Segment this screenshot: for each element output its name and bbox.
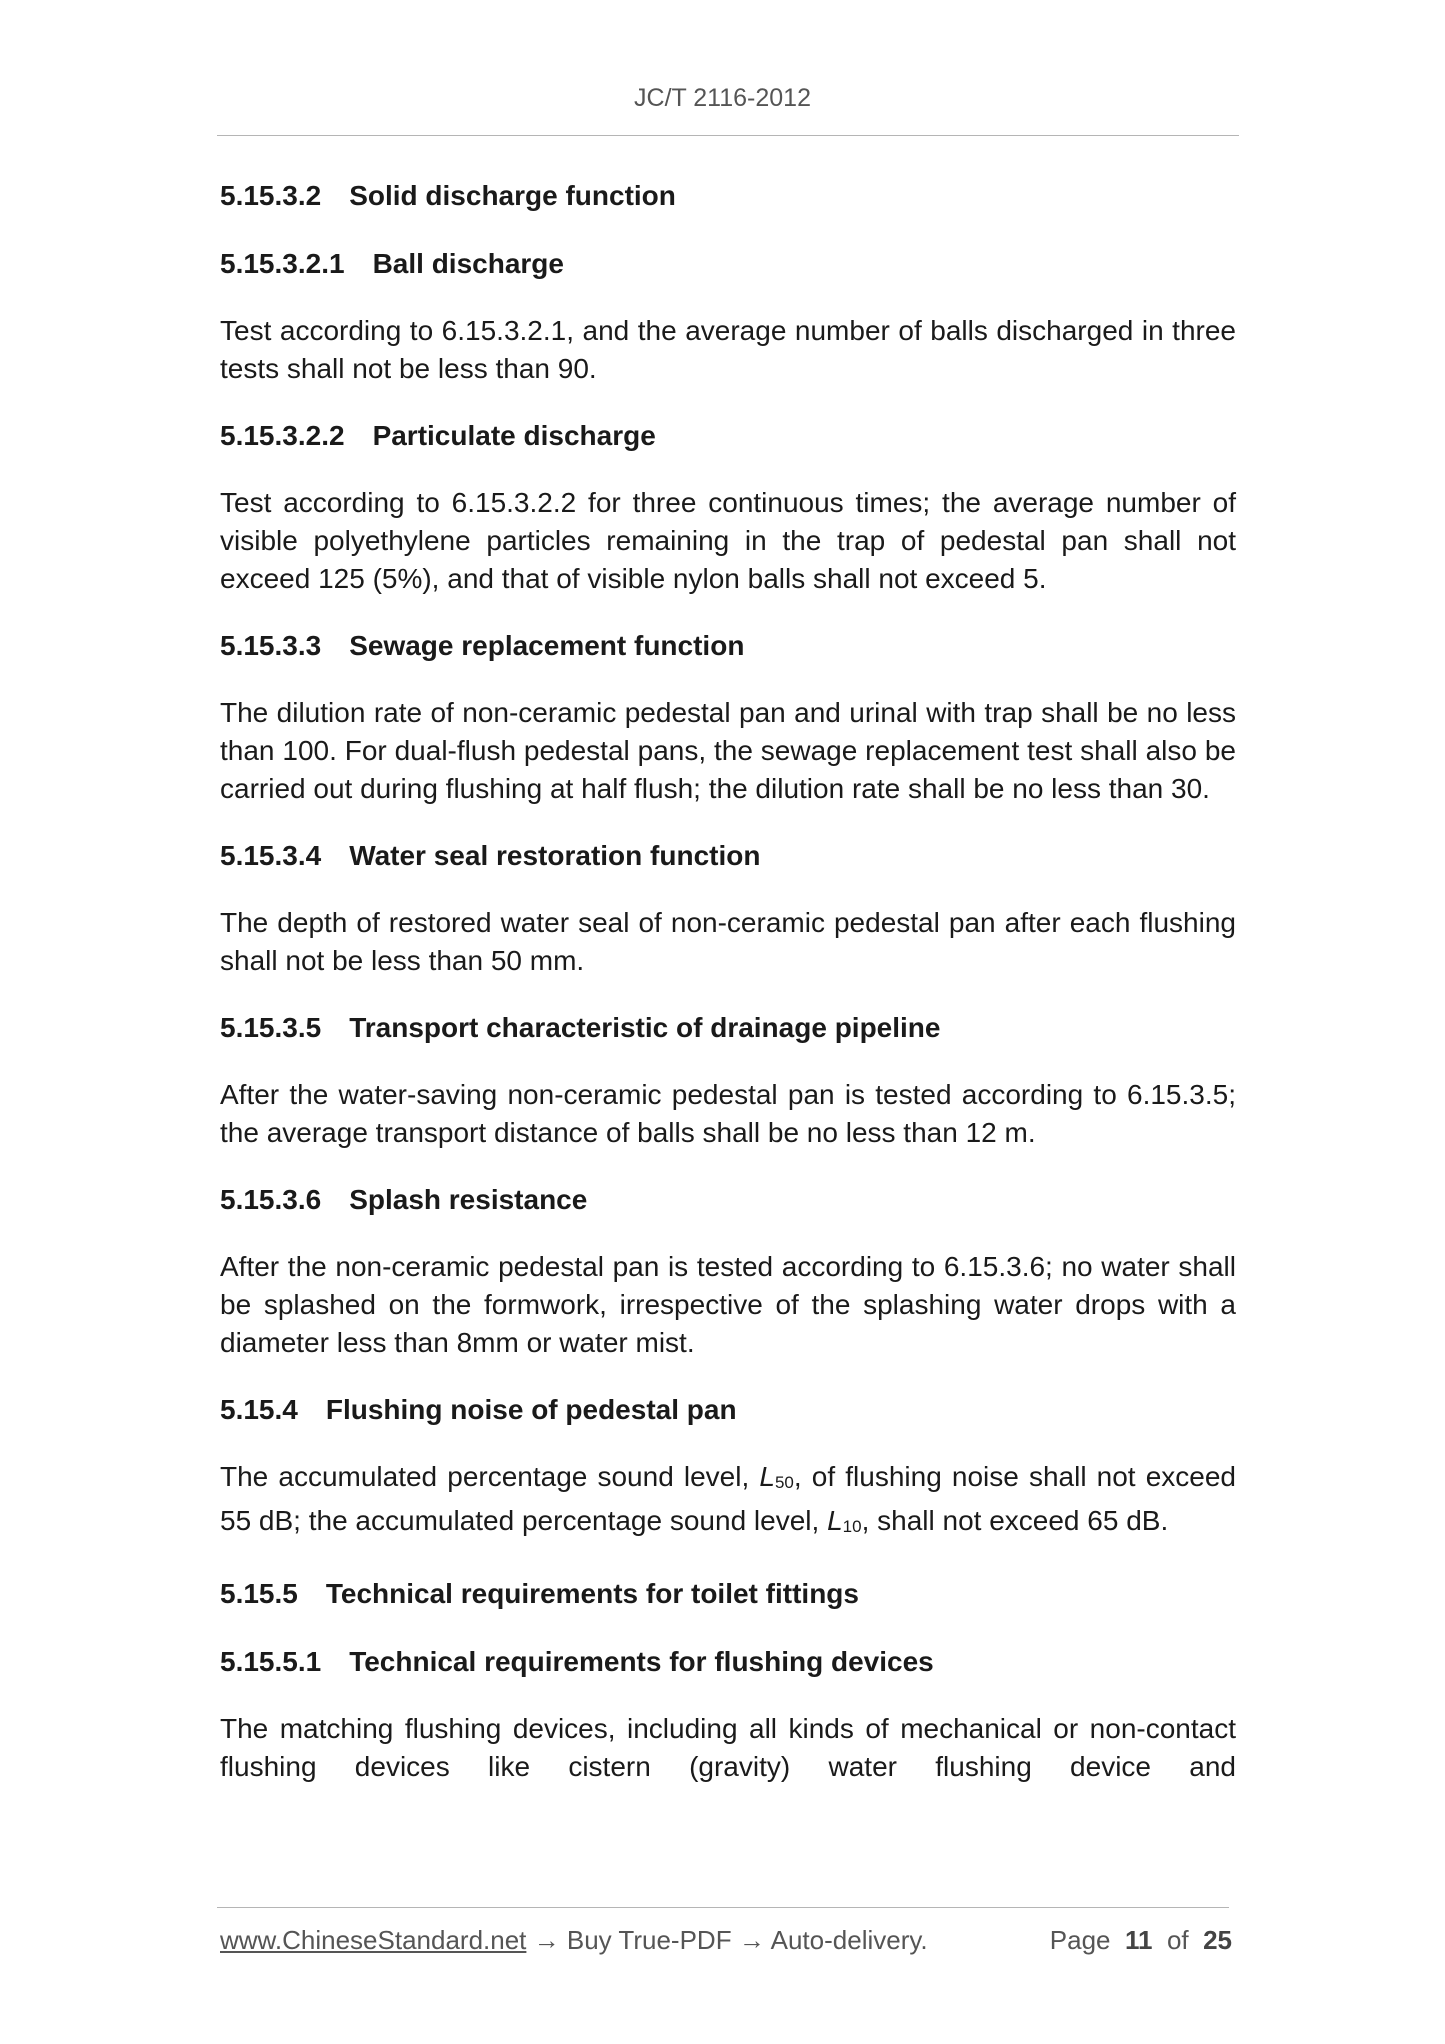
subscript: 10 <box>842 1517 862 1536</box>
page-total: 25 <box>1203 1925 1232 1955</box>
document-body <box>220 176 1236 1814</box>
section-number: 5.15.3.6 <box>220 1184 322 1215</box>
paragraph: Test according to 6.15.3.2.1, and the average number of balls discharged in three tests shall not be less than 90. <box>220 315 1236 384</box>
section-number: 5.15.3.4 <box>220 840 322 871</box>
page-footer <box>220 1925 1232 1956</box>
paragraph: The depth of restored water seal of non-ceramic pedestal pan after each flushing shall not be less than 50 mm. <box>220 907 1236 976</box>
text-fragment: , shall not exceed 65 dB. <box>861 1505 1169 1536</box>
section-title: Sewage replacement function <box>349 630 745 661</box>
page-label: Page <box>1049 1925 1111 1955</box>
delivery-text: Auto-delivery. <box>770 1925 928 1955</box>
text-fragment: , of flushing noise shall not exceed 55 dB; the accumulated percentage sound level, <box>220 1461 1236 1536</box>
text-fragment: The accumulated percentage sound level, <box>220 1461 760 1492</box>
section-number: 5.15.3.3 <box>220 630 322 661</box>
header-divider <box>217 135 1239 136</box>
page-current: 11 <box>1124 1925 1153 1955</box>
section-title: Solid discharge function <box>349 180 676 211</box>
section-number: 5.15.3.2 <box>220 180 322 211</box>
section-heading <box>220 1180 1236 1220</box>
section-heading <box>220 416 1236 456</box>
section-heading <box>220 1390 1236 1430</box>
section-title: Technical requirements for toilet fittings <box>325 1578 859 1609</box>
section-title: Technical requirements for flushing devices <box>349 1646 934 1677</box>
arrow-right-icon: → <box>738 1925 765 1955</box>
page-of: of <box>1166 1925 1189 1955</box>
page-indicator <box>1050 1925 1232 1956</box>
document-id-header: JC/T 2116-2012 <box>634 84 811 112</box>
section-number: 5.15.3.2.1 <box>220 248 345 279</box>
section-title: Ball discharge <box>372 248 564 279</box>
section-title: Water seal restoration function <box>349 840 761 871</box>
section-heading <box>220 244 1236 284</box>
section-heading <box>220 836 1236 876</box>
paragraph <box>220 1458 1236 1546</box>
section-heading <box>220 1642 1236 1682</box>
footer-divider <box>217 1907 1229 1908</box>
section-number: 5.15.4 <box>220 1394 298 1425</box>
section-heading <box>220 1008 1236 1048</box>
paragraph: The matching flushing devices, including all kinds of mechanical or non-contact flushing devices like cistern (gravity) water flushing device and <box>220 1713 1236 1782</box>
section-title: Flushing noise of pedestal pan <box>325 1394 737 1425</box>
arrow-right-icon: → <box>533 1925 560 1955</box>
buy-text: Buy True-PDF <box>566 1925 732 1955</box>
section-number: 5.15.3.2.2 <box>220 420 345 451</box>
symbol-l: L <box>827 1505 843 1536</box>
website-link[interactable]: www.ChineseStandard.net <box>220 1925 527 1955</box>
section-number: 5.15.3.5 <box>220 1012 322 1043</box>
paragraph: After the non-ceramic pedestal pan is tested according to 6.15.3.6; no water shall be splashed on the formwork, irrespective of the splashing water drops with a diameter less than 8mm or water mist. <box>220 1251 1236 1358</box>
section-title: Splash resistance <box>349 1184 588 1215</box>
symbol-l: L <box>759 1461 775 1492</box>
section-number: 5.15.5.1 <box>220 1646 322 1677</box>
section-heading <box>220 176 1236 216</box>
paragraph: The dilution rate of non-ceramic pedestal pan and urinal with trap shall be no less than 100. For dual-flush pedestal pans, the sewage replacement test shall also be carried out during flushing at half flush; the dilution rate shall be no less than 30. <box>220 697 1236 804</box>
subscript: 50 <box>774 1473 794 1492</box>
section-number: 5.15.5 <box>220 1578 298 1609</box>
section-title: Particulate discharge <box>372 420 656 451</box>
section-heading <box>220 626 1236 666</box>
section-title: Transport characteristic of drainage pipeline <box>349 1012 941 1043</box>
paragraph: Test according to 6.15.3.2.2 for three continuous times; the average number of visible polyethylene particles remaining in the trap of pedestal pan shall not exceed 125 (5%), and that of visible nylon balls shall not exceed 5. <box>220 487 1236 594</box>
paragraph: After the water-saving non-ceramic pedestal pan is tested according to 6.15.3.5; the average transport distance of balls shall be no less than 12 m. <box>220 1079 1236 1148</box>
section-heading <box>220 1574 1236 1614</box>
